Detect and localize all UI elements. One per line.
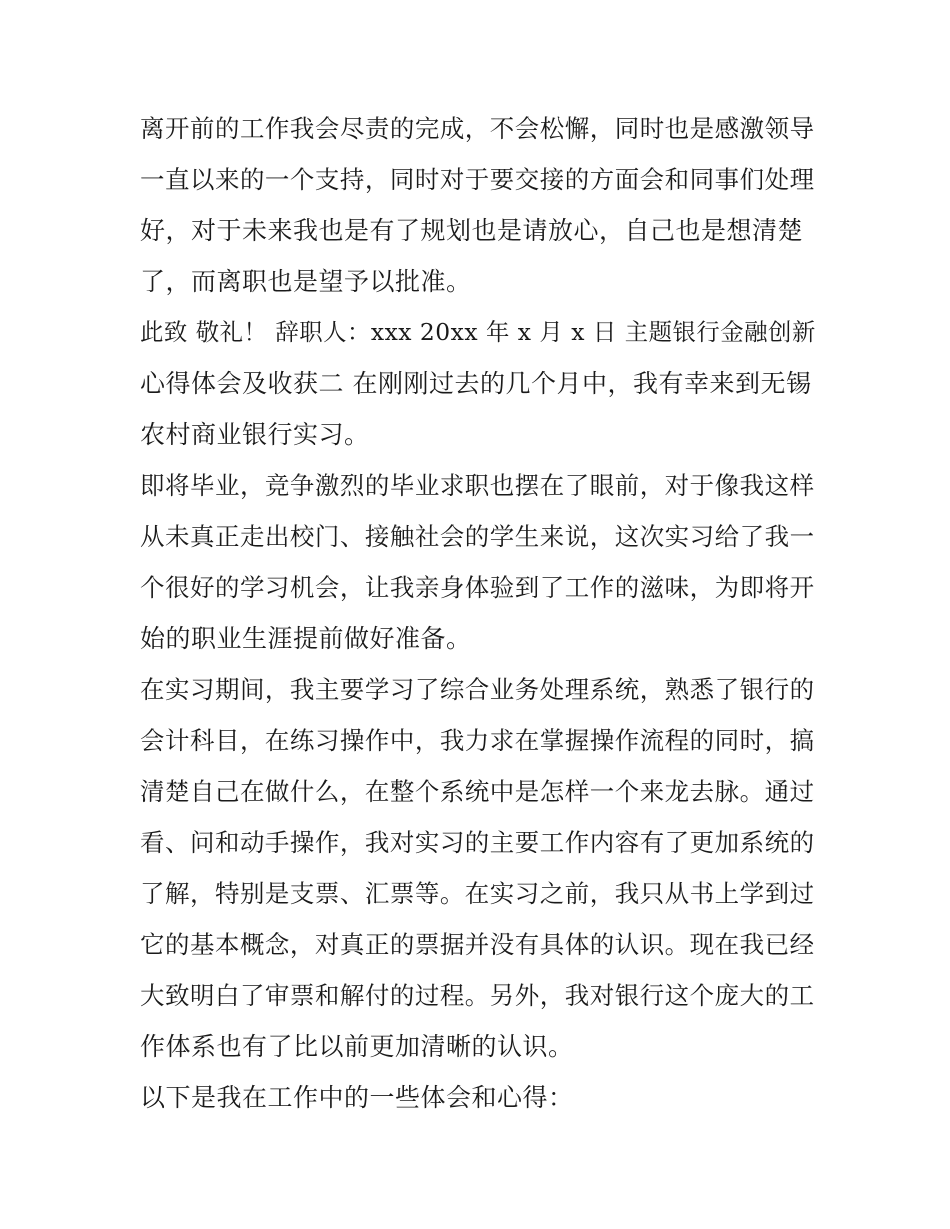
paragraph-insights-intro xyxy=(140,1072,815,1123)
text-line: 个很好的学习机会，让我亲身体验到了工作的滋味，为即将开 xyxy=(140,573,815,602)
text-line: 从未真正走出校门、接触社会的学生来说，这次实习给了我一 xyxy=(140,522,815,551)
paragraph-internship-period xyxy=(140,664,815,1072)
text-line: 此致 敬礼！ 辞职人：xxx 20xx 年 x 月 x 日 主题银行金融创新 xyxy=(140,318,816,346)
text-line: 作体系也有了比以前更加清晰的认识。 xyxy=(140,1032,574,1061)
text-line: 离开前的工作我会尽责的完成，不会松懈，同时也是感激领导 xyxy=(140,114,815,143)
text-line: 了解，特别是支票、汇票等。在实习之前，我只从书上学到过 xyxy=(140,879,815,908)
paragraph-graduation xyxy=(140,460,815,664)
text-line: 以下是我在工作中的一些体会和心得： xyxy=(140,1083,574,1112)
text-line: 心得体会及收获二 在刚刚过去的几个月中，我有幸来到无锡 xyxy=(140,369,812,398)
text-line: 在实习期间，我主要学习了综合业务处理系统，熟悉了银行的 xyxy=(140,675,815,704)
text-line: 农村商业银行实习。 xyxy=(140,420,370,449)
text-line: 一直以来的一个支持，同时对于要交接的方面会和同事们处理 xyxy=(140,165,815,194)
text-line: 清楚自己在做什么，在整个系统中是怎样一个来龙去脉。通过 xyxy=(140,777,815,806)
text-line: 它的基本概念，对真正的票据并没有具体的认识。现在我已经 xyxy=(140,930,815,959)
paragraph-resignation-closing xyxy=(140,103,815,307)
text-line: 始的职业生涯提前做好准备。 xyxy=(140,624,472,653)
text-line: 大致明白了审票和解付的过程。另外，我对银行这个庞大的工 xyxy=(140,981,815,1010)
text-line: 看、问和动手操作，我对实习的主要工作内容有了更加系统的 xyxy=(140,828,815,857)
text-line: 好，对于未来我也是有了规划也是请放心，自己也是想清楚 xyxy=(140,216,804,245)
text-line: 了，而离职也是望予以批准。 xyxy=(140,267,472,296)
text-line: 即将毕业，竞争激烈的毕业求职也摆在了眼前，对于像我这样 xyxy=(140,471,815,500)
document-body xyxy=(140,103,815,1123)
text-line: 会计科目，在练习操作中，我力求在掌握操作流程的同时，搞 xyxy=(140,726,815,755)
paragraph-signature-and-topic xyxy=(140,307,815,460)
